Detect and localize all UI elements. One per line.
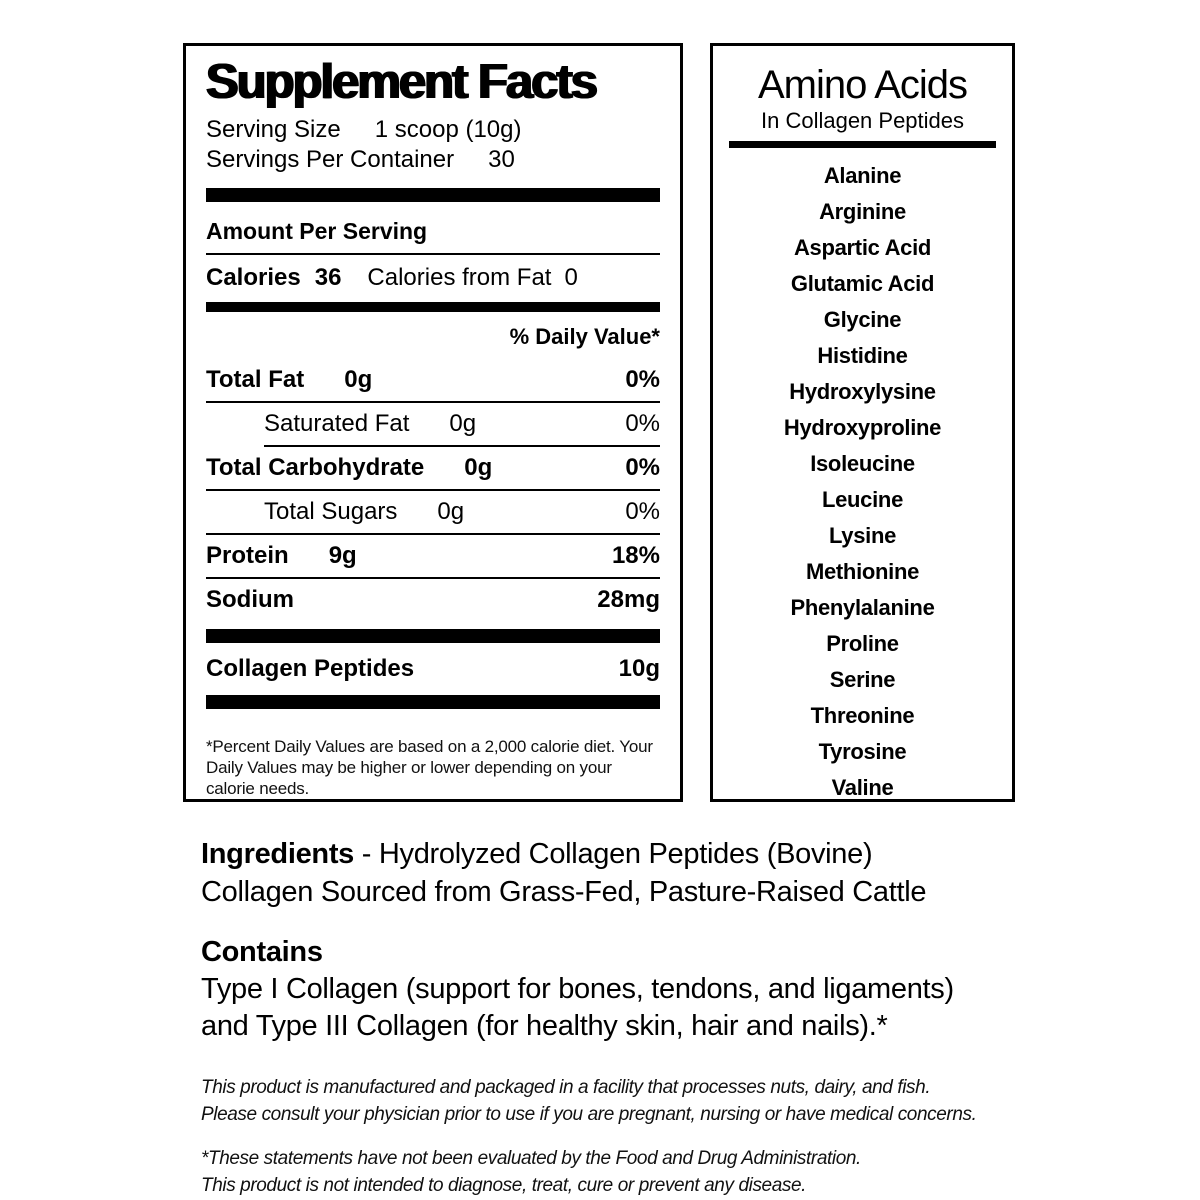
amino-acid-item: Serine — [829, 667, 896, 692]
nutrient-row-total-sugars — [206, 491, 660, 533]
bottom-text-block — [201, 835, 1031, 1199]
amino-acid-item: Glutamic Acid — [790, 271, 935, 296]
nutrient-label: Total Sugars — [264, 498, 398, 525]
ingredients-line1: - Hydrolyzed Collagen Peptides (Bovine) — [354, 838, 873, 870]
amino-acid-item: Isoleucine — [810, 451, 915, 476]
ingredients-label: Ingredients — [201, 838, 354, 870]
fda-disclaimer-line1: *These statements have not been evaluated by the Food and Drug Administration. — [201, 1148, 861, 1169]
amino-acid-item: Threonine — [810, 703, 915, 728]
amino-acid-item: Proline — [826, 631, 899, 656]
servings-per-container-line — [206, 145, 660, 175]
nutrient-label: Protein — [206, 542, 289, 569]
amino-acid-item: Arginine — [819, 199, 906, 224]
nutrient-row-saturated-fat — [206, 403, 660, 445]
nutrient-label: Total Fat — [206, 366, 305, 393]
nutrient-daily-value: 0% — [625, 498, 660, 525]
nutrient-daily-value: 0% — [625, 454, 660, 481]
calories-from-fat-value: 0 — [564, 264, 578, 291]
amino-acid-item: Glycine — [823, 307, 902, 332]
thick-divider-bar — [206, 629, 660, 643]
supplement-facts-title: Supplement Facts — [206, 55, 597, 109]
servings-per-container-value: 30 — [488, 146, 515, 173]
collagen-peptides-value: 10g — [618, 655, 660, 682]
nutrient-amount: 0g — [464, 454, 493, 481]
amino-acid-item: Histidine — [817, 343, 908, 368]
amino-acids-title: Amino Acids — [757, 63, 968, 107]
nutrient-amount: 0g — [344, 366, 373, 393]
nutrient-row-total-carbohydrate — [206, 447, 660, 489]
amino-acid-item: Valine — [831, 775, 894, 800]
amino-acid-item: Hydroxylysine — [789, 379, 936, 404]
nutrient-daily-value: 18% — [611, 542, 660, 569]
fda-disclaimer-line2: This product is not intended to diagnose, treat, cure or prevent any disease. — [201, 1175, 807, 1196]
contains-line1: Type I Collagen (support for bones, tendons, and ligaments) — [201, 973, 954, 1005]
calories-row — [206, 255, 660, 302]
nutrient-amount: 9g — [328, 542, 357, 569]
amino-acids-subtitle: In Collagen Peptides — [760, 108, 965, 133]
ingredients-paragraph — [201, 835, 1031, 911]
calories-label: Calories — [206, 264, 301, 291]
ingredients-line2: Collagen Sourced from Grass-Fed, Pasture-Raised Cattle — [201, 876, 927, 908]
facility-disclaimer-line1: This product is manufactured and packaged in a facility that processes nuts, dairy, and fish. — [201, 1077, 931, 1098]
collagen-peptides-row — [206, 643, 660, 695]
nutrient-row-total-fat — [206, 359, 660, 401]
nutrient-row-sodium — [206, 579, 660, 621]
nutrient-label: Sodium — [206, 586, 294, 613]
facility-disclaimer-line2: Please consult your physician prior to use if you are pregnant, nursing or have medical concerns. — [201, 1104, 977, 1125]
thick-divider-bar — [729, 141, 996, 148]
amino-acid-item: Leucine — [821, 487, 904, 512]
amino-acid-item: Phenylalanine — [790, 595, 935, 620]
amino-acid-item: Tyrosine — [818, 739, 907, 764]
nutrient-daily-value: 28mg — [597, 586, 660, 613]
amount-per-serving-heading: Amount Per Serving — [206, 218, 660, 255]
calories-from-fat-label: Calories from Fat — [367, 264, 552, 291]
collagen-peptides-label: Collagen Peptides — [206, 655, 415, 682]
amino-acid-item: Methionine — [805, 559, 920, 584]
amino-acid-item: Alanine — [823, 163, 902, 188]
nutrient-label: Total Carbohydrate — [206, 454, 425, 481]
nutrient-row-protein — [206, 535, 660, 577]
servings-per-container-label: Servings Per Container — [206, 146, 455, 173]
thick-divider-bar — [206, 695, 660, 709]
contains-heading: Contains — [201, 936, 323, 968]
contains-line2: and Type III Collagen (for healthy skin, hair and nails).* — [201, 1010, 888, 1042]
supplement-facts-panel — [183, 43, 683, 802]
nutrient-label: Saturated Fat — [264, 410, 410, 437]
nutrient-daily-value: 0% — [625, 366, 660, 393]
fda-disclaimer — [201, 1145, 1031, 1199]
daily-value-header: % Daily Value* — [509, 324, 660, 349]
calories-value: 36 — [314, 264, 342, 291]
amino-acid-item: Hydroxyproline — [783, 415, 942, 440]
serving-size-line — [206, 115, 660, 145]
nutrient-amount: 0g — [449, 410, 477, 437]
amino-acids-panel — [710, 43, 1015, 802]
serving-size-value: 1 scoop (10g) — [374, 116, 522, 143]
amino-acid-item: Lysine — [828, 523, 897, 548]
thick-divider-bar — [206, 188, 660, 202]
nutrient-amount: 0g — [437, 498, 465, 525]
amino-acid-item: Aspartic Acid — [793, 235, 932, 260]
daily-value-footnote: *Percent Daily Values are based on a 2,000 calorie diet. Your Daily Values may be higher or lower depending on your calorie needs. — [206, 737, 653, 798]
nutrient-daily-value: 0% — [625, 410, 660, 437]
serving-size-label: Serving Size — [206, 116, 341, 143]
thick-divider-bar — [206, 302, 660, 312]
facility-disclaimer — [201, 1074, 1031, 1128]
